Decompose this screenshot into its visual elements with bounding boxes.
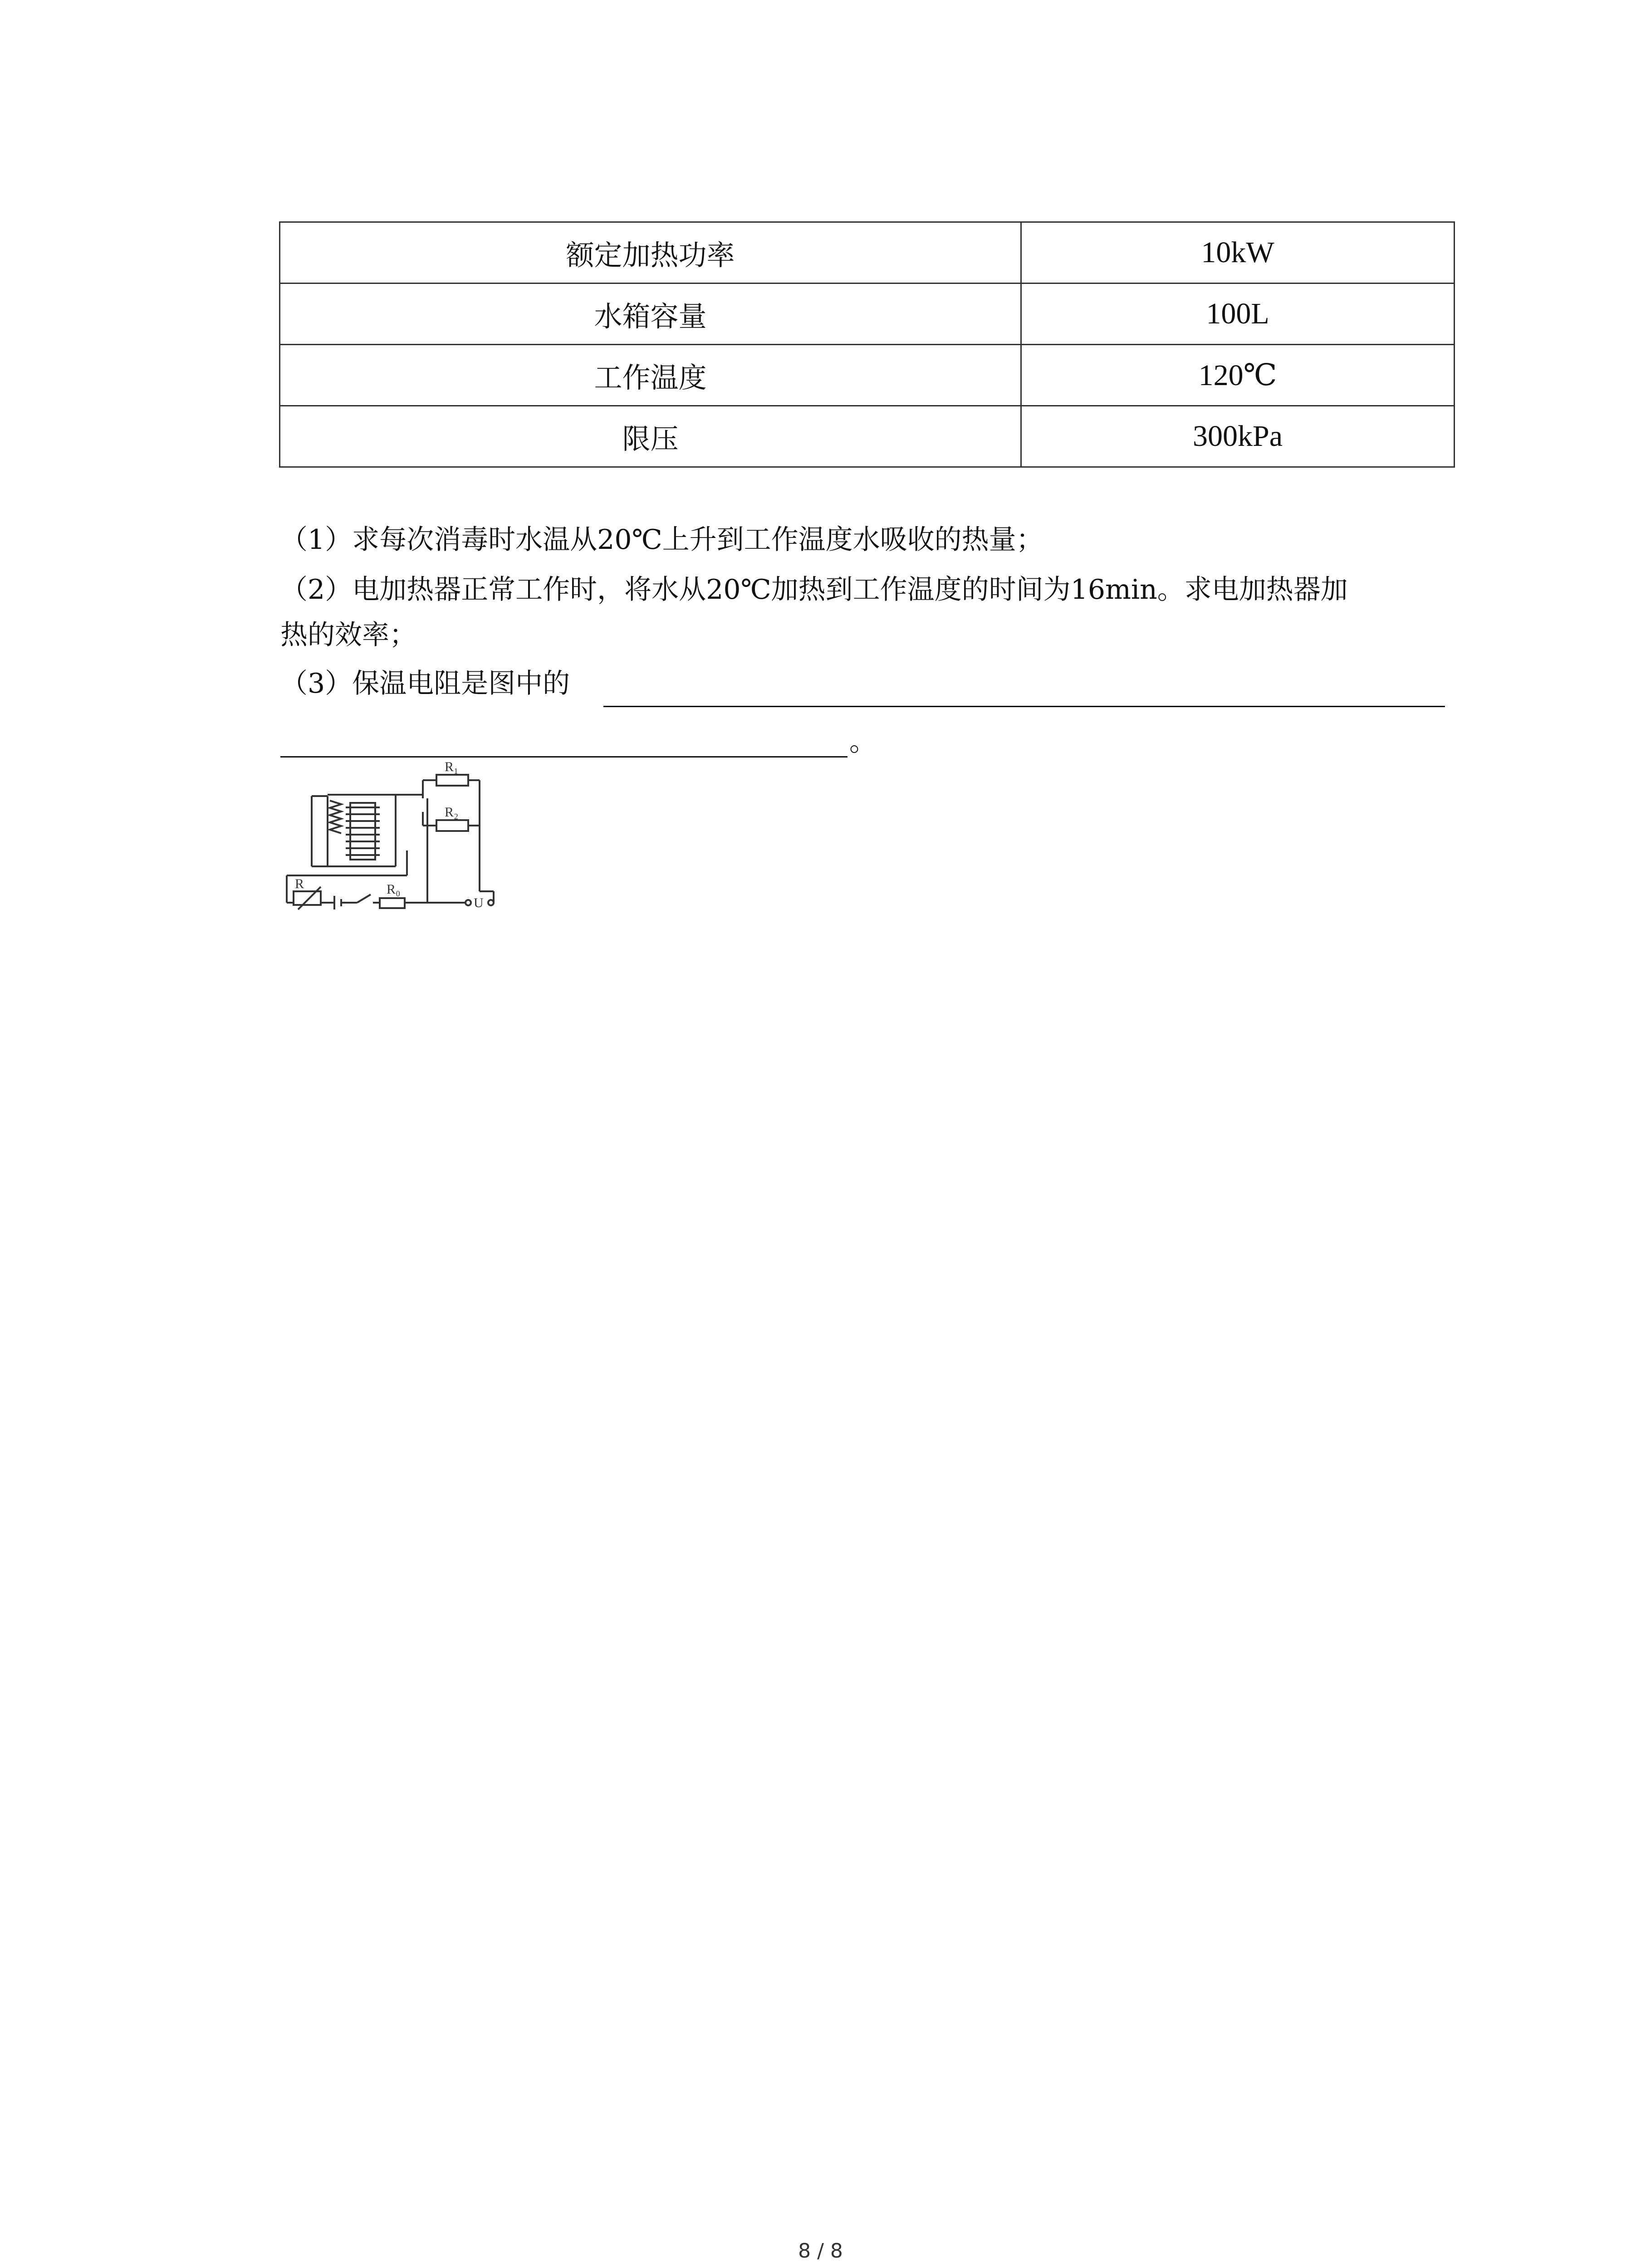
label-r1: R₁ [445,759,459,774]
spec-value: 300kPa [1021,406,1455,467]
resistor-r0-symbol [380,898,405,908]
question-3-suffix: 。 [849,726,877,758]
thermistor-r-symbol [294,891,321,905]
spec-value: 100L [1021,284,1455,345]
spec-label: 限压 [280,406,1021,467]
switch-symbol [357,894,371,903]
spec-value: 10kW [1021,222,1455,284]
question-2-line-1: （2）电加热器正常工作时，将水从20℃加热到工作温度的时间为16min。求电加热器加 [280,574,1348,606]
question-1: （1）求每次消毒时水温从20℃上升到工作温度水吸收的热量； [280,524,1043,556]
question-2-line-2: 热的效率； [280,619,416,651]
spec-value: 120℃ [1021,345,1455,406]
spec-label: 水箱容量 [280,284,1021,345]
label-r2: R₂ [445,805,459,820]
resistor-r1-symbol [436,775,468,786]
question-3-prefix: （3）保温电阻是图中的 [280,668,570,699]
label-r: R [295,876,304,891]
terminal [465,900,471,905]
table-row [280,284,1455,345]
spec-label: 工作温度 [280,345,1021,406]
table-row [280,406,1455,467]
label-r0: R₀ [387,882,401,897]
spec-table [279,221,1455,468]
coil-core [350,803,375,860]
page-number: 8 / 8 [798,2239,843,2263]
resistor-r2-symbol [436,820,468,831]
circuit-diagram [278,753,505,912]
label-u: U [474,895,484,910]
table-row [280,222,1455,284]
table-row [280,345,1455,406]
answer-blank-line-1[interactable] [603,706,1445,707]
spec-label: 额定加热功率 [280,222,1021,284]
